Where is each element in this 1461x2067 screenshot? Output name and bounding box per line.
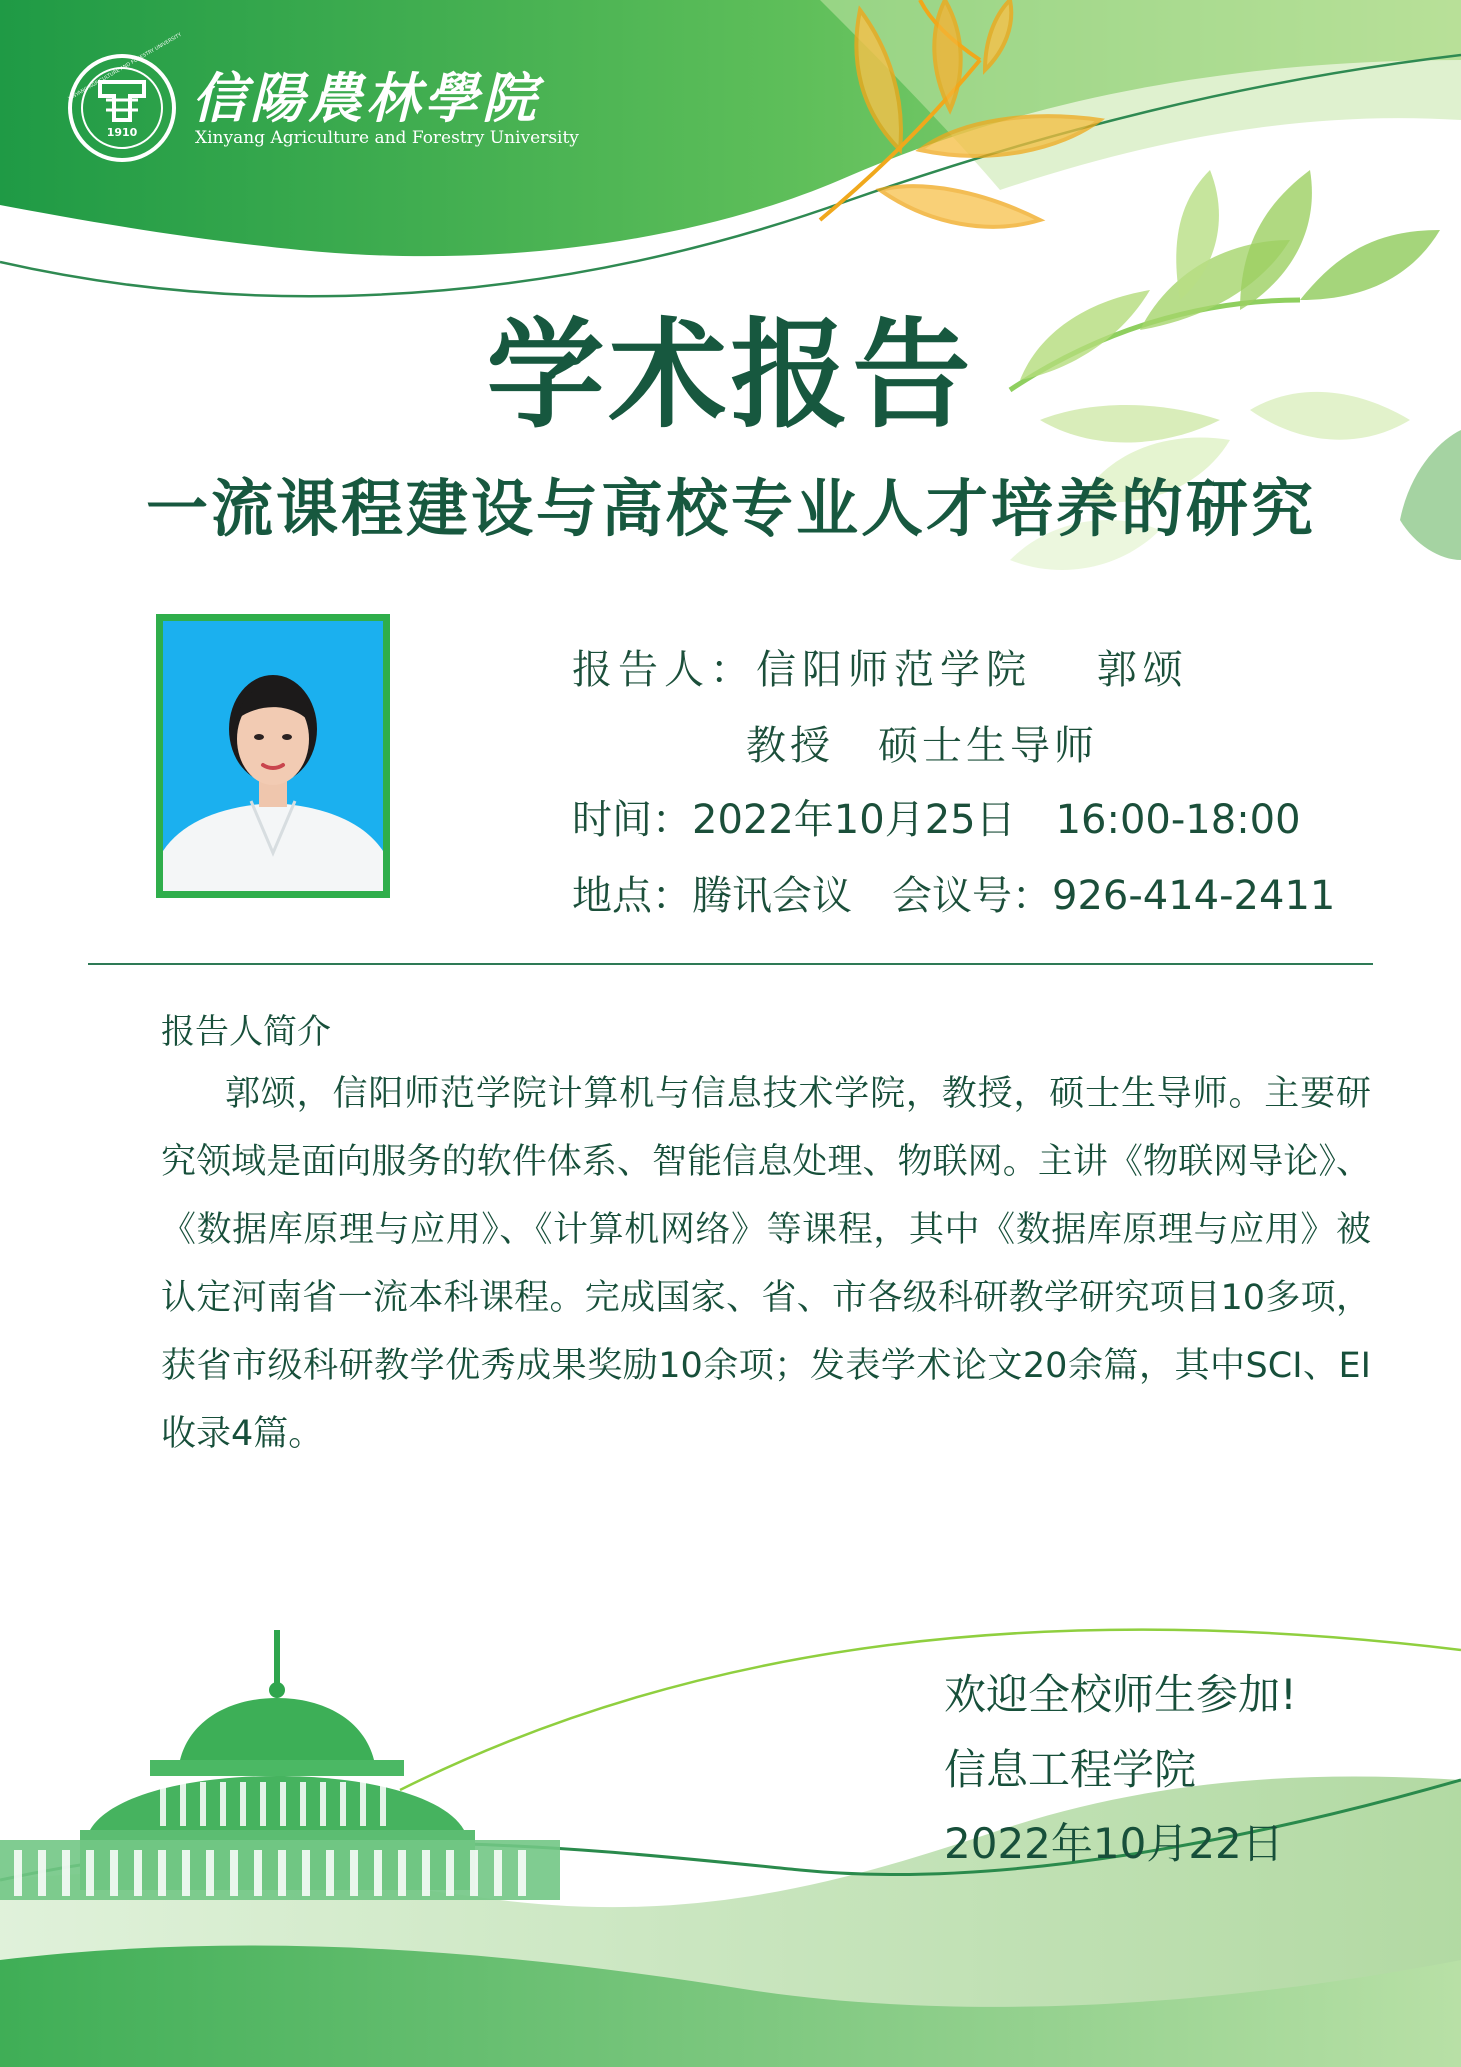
header-light-wave <box>820 0 1461 190</box>
logo-ring-text: XINYANG AGRICULTURE AND FORESTRY UNIVERSITY <box>67 31 183 103</box>
speaker-portrait-icon <box>163 621 383 891</box>
university-name-cn: 信陽農林學院 <box>192 66 540 130</box>
bio-heading: 报告人简介 <box>161 1012 331 1052</box>
poster-title: 学术报告 <box>486 306 975 444</box>
university-name-en: Xinyang Agriculture and Forestry University <box>195 128 579 148</box>
bottom-thin-line <box>400 1630 1461 1794</box>
place-line: 地点：腾讯会议 会议号：926-414-2411 <box>572 873 1336 919</box>
bio-text: 郭颂，信阳师范学院计算机与信息技术学院，教授，硕士生导师。主要研究领域是面向服务的软件体系、智能信息处理、物联网。主讲《物联网导论》、《数据库原理与应用》、《计算机网络》等课程，其中《数据库原理与应用》被认定河南省一流本科课程。完成国家、省、市各级科研教学研究项目10多项，获省市级科研教学优秀成果奖励10余项；发表学术论文20余篇，其中SCI、EI收录4篇。 <box>161 1074 1371 1454</box>
position-line: 教授 硕士生导师 <box>746 723 1098 769</box>
speaker-line: 报告人：信阳师范学院 郭颂 <box>572 647 1189 693</box>
building-silhouette <box>0 1630 560 1900</box>
organizer-name: 信息工程学院 <box>944 1745 1197 1794</box>
speaker-photo <box>163 621 383 891</box>
section-divider <box>88 963 1373 965</box>
welcome-text: 欢迎全校师生参加! <box>944 1670 1297 1719</box>
logo-year: 1910 <box>106 126 138 139</box>
time-line: 时间：2022年10月25日 16:00-18:00 <box>572 797 1301 843</box>
issue-date: 2022年10月22日 <box>944 1819 1284 1868</box>
poster-subtitle: 一流课程建设与高校专业人才培养的研究 <box>146 472 1317 545</box>
